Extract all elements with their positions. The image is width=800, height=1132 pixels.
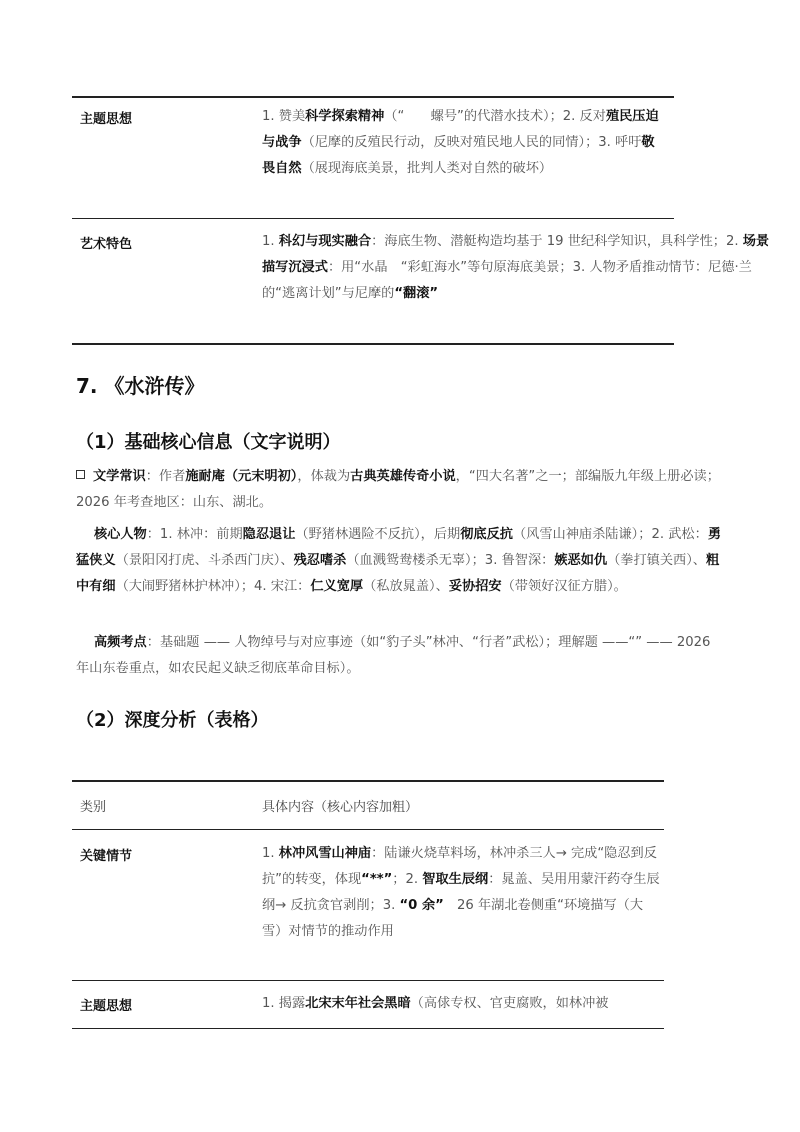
table-header-rule (72, 829, 664, 830)
checkbox-bullet-icon (76, 470, 85, 479)
table-row-label: 主题思想 (80, 999, 133, 1014)
subsection-title: （2）深度分析（表格） (76, 710, 269, 731)
table-bottom-rule (72, 343, 674, 345)
section-title: 7. 《水浒传》 (76, 374, 205, 398)
table-row-label: 艺术特色 (80, 237, 133, 252)
table-header-category: 类别 (80, 800, 107, 815)
table-top-rule (72, 96, 674, 98)
table-row-label: 关键情节 (80, 849, 133, 864)
paragraph-exam-points: 高频考点：基础题 —— 人物绰号与对应事迹（如“豹子头”林冲、“行者”武松）；理解题 ——“” —— 2026 年山东卷重点，如农民起义缺乏彻底革命目标）。 (76, 635, 711, 676)
table-row-rule (72, 980, 664, 981)
table-row-content: 1. 揭露北宋末年社会黑暗（高俅专权、官吏腐败，如林冲被 (262, 996, 609, 1011)
table-top-rule (72, 780, 664, 782)
table-row-content: 1. 赞美科学探索精神（“ 螺号”的代潜水技术）；2. 反对殖民压迫与战争（尼摩的反殖民行动，反映对殖民地人民的同情）；3. 呼吁敬畏自然（展现海底美景，批判人类对自然的破坏） (262, 109, 659, 176)
subsection-title: （1）基础核心信息（文字说明） (76, 432, 341, 453)
paragraph-literary-facts: 文学常识：作者施耐庵（元末明初），体裁为古典英雄传奇小说，“四大名著”之一；部编版九年级上册必读；2026 年考查地区：山东、湖北。 (76, 469, 720, 510)
table-row-content: 1. 林冲风雪山神庙：陆谦火烧草料场，林冲杀三人→ 完成“隐忍到反抗”的转变，体现“**”；2. 智取生辰纲：晁盖、吴用用蒙汗药夺生辰纲→ 反抗贪官剥削；3. “0 余” 26 年湖北卷侧重“环境描写（大雪）对情节的推动作用 (262, 846, 660, 939)
table-row-rule (72, 218, 674, 219)
table-row-label: 主题思想 (80, 112, 133, 127)
table-header-content: 具体内容（核心内容加粗） (262, 800, 419, 815)
table-row-rule (72, 1028, 664, 1029)
paragraph-core-characters: 核心人物：1. 林冲：前期隐忍退让（野猪林遇险不反抗），后期彻底反抗（风雪山神庙杀陆谦）；2. 武松：勇猛侠义（景阳冈打虎、斗杀西门庆）、残忍嗜杀（血溅鸳鸯楼杀无辜）；3. 鲁智深：嫉恶如仇（拳打镇关西）、粗中有细（大闹野猪林护林冲）；4. 宋江：仁义宽厚（私放晁盖）、妥协招安（带领好汉征方腊）。 (76, 527, 721, 594)
table-row-content: 1. 科幻与现实融合：海底生物、潜艇构造均基于 19 世纪科学知识，具科学性；2. 场景描写沉浸式：用“水晶 “彩虹海水”等句原海底美景；3. 人物矛盾推动情节：尼德·兰的“逃离计划”与尼摩的“翻滚” (262, 234, 770, 301)
